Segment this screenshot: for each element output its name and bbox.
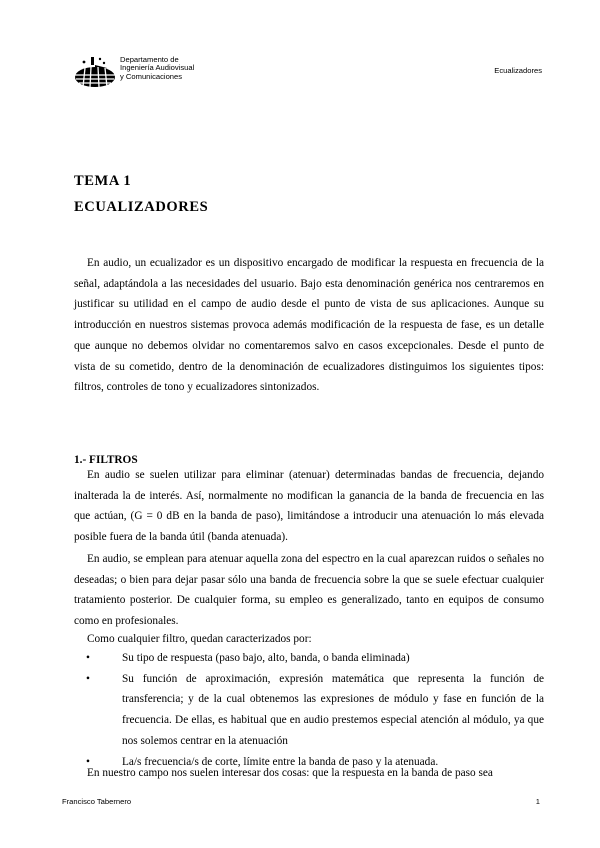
- footer-author: Francisco Tabernero: [62, 797, 132, 806]
- bullet-icon: •: [86, 755, 90, 768]
- title-line-2: ECUALIZADORES: [74, 199, 209, 215]
- page-title: [74, 168, 208, 220]
- section-heading: 1.- FILTROS: [74, 454, 138, 466]
- section-paragraph-3: Como cualquier filtro, quedan caracterizados por:: [87, 633, 312, 645]
- list-item: • Su tipo de respuesta (paso bajo, alto, banda, o banda eliminada): [74, 648, 544, 669]
- title-line-1: TEMA 1: [74, 173, 132, 189]
- section-paragraph-4: En nuestro campo nos suelen interesar dos cosas: que la respuesta en la banda de paso sea: [87, 767, 493, 779]
- list-item: • Su función de aproximación, expresión matemática que representa la función de transferencia; y de la cual obtenemos las expresiones de módulo y fase en función de la frecuencia. De ellas, es habitual que en audio prestemos especial atención al módulo, ya que nos solemos centrar en la atenuación: [74, 669, 544, 752]
- page-number: 1: [535, 797, 540, 806]
- intro-paragraph: En audio, un ecualizador es un dispositivo encargado de modificar la respuesta en frecuencia de la señal, adaptándola a las necesidades del usuario. Bajo esta denominación genérica nos centraremos en justificar su utilidad en el campo de audio desde el punto de vista de sus aplicaciones. Aunque su introducción en nuestros sistemas provoca además modificación de la respuesta de fase, es un detalle que aunque no debemos olvidar no comentaremos salvo en casos excepcionales. Desde el punto de vista de su cometido, dentro de la denominación de ecualizadores distinguimos los siguientes tipos: filtros, controles de tono y ecualizadores sintonizados.: [74, 257, 544, 394]
- list-item: • La/s frecuencia/s de corte, límite entre la banda de paso y la atenuada.: [74, 752, 544, 773]
- bullet-icon: •: [86, 672, 90, 685]
- section-paragraph-1: En audio se suelen utilizar para eliminar (atenuar) determinadas bandas de frecuencia, dejando inalterada la de interés. Así, normalmente no modifican la ganancia de la banda de frecuencia en las que actúan, (G = 0 dB en la banda de paso), limitándose a introducir una atenuación lo más elevada posible fuera de la banda útil (banda atenuada).: [74, 469, 544, 544]
- department-name: Departamento de Ingeniería Audiovisual y Comunicaciones: [120, 55, 195, 81]
- running-header: Ecualizadores: [494, 66, 542, 75]
- bullet-icon: •: [86, 652, 90, 664]
- university-logo-icon: [74, 56, 116, 90]
- section-paragraph-2: En audio, se emplean para atenuar aquella zona del espectro en la cual aparezcan ruidos o señales no deseadas; o bien para dejar pasar sólo una banda de frecuencia sobre la que se suele efectuar cualquier tratamiento posterior. De cualquier forma, su empleo es generalizado, tanto en equipos de consumo como en profesionales.: [74, 553, 544, 628]
- characteristics-list: [74, 648, 544, 772]
